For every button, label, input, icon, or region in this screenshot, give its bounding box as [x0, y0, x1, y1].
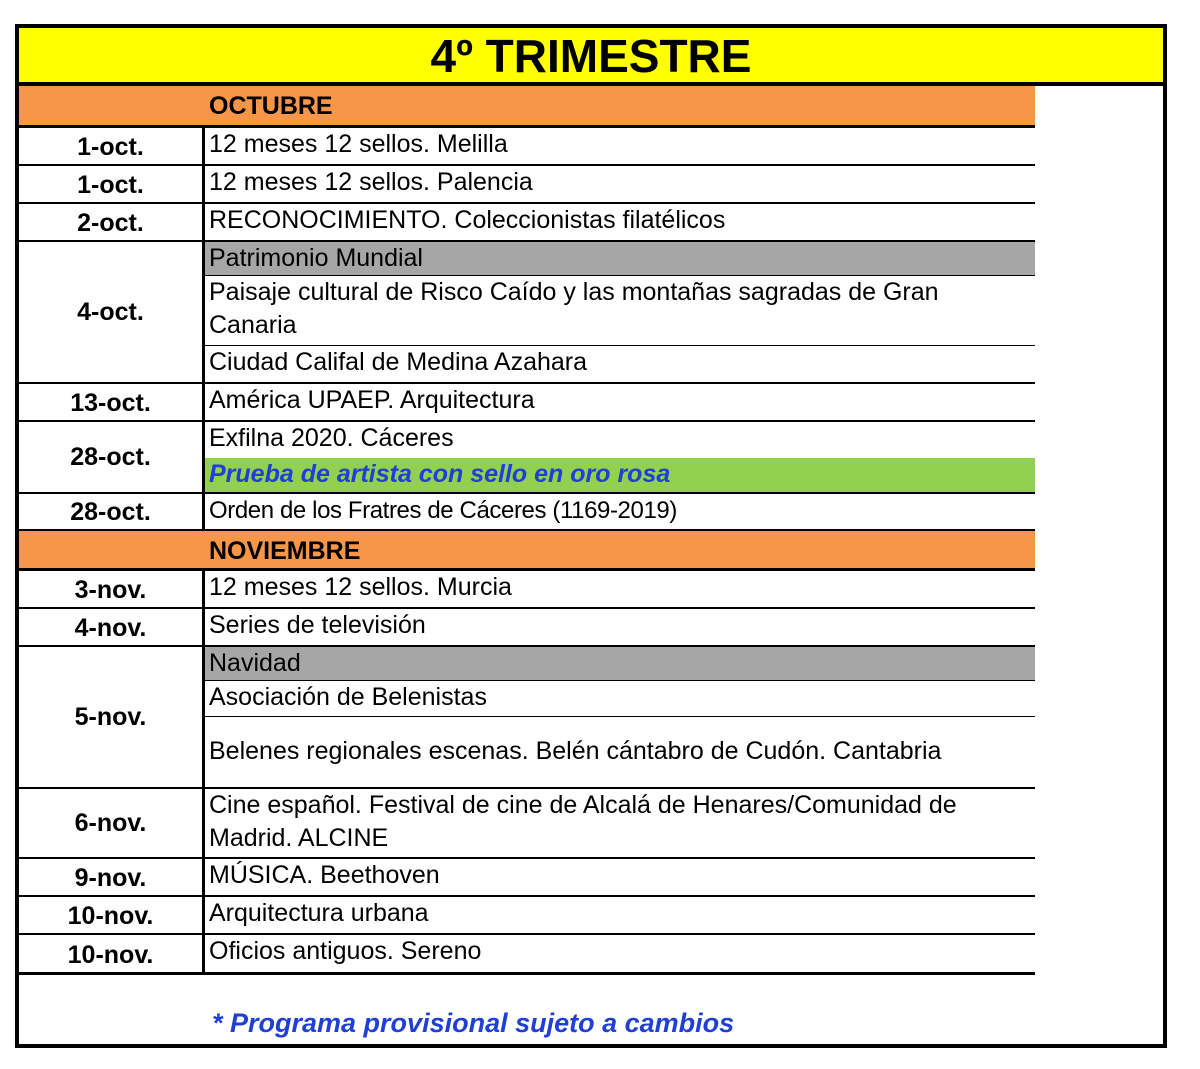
- table-row: [19, 897, 1035, 935]
- category-cell: Patrimonio Mundial: [205, 242, 1035, 276]
- event-cell: Arquitectura urbana: [209, 899, 429, 927]
- event-cell: Cine español. Festival de cine de Alcalá de Henares/Comunidad de Madrid. ALCINE: [209, 791, 957, 852]
- table-row: [19, 494, 1035, 531]
- table-row: [19, 609, 1035, 647]
- event-cell: Belenes regionales escenas. Belén cántabro de Cudón. Cantabria: [209, 737, 942, 765]
- event-cell: 12 meses 12 sellos. Palencia: [209, 168, 533, 196]
- schedule-frame: [15, 24, 1167, 1048]
- table-row: [19, 859, 1035, 897]
- page-title: 4º TRIMESTRE: [19, 28, 1163, 86]
- date-cell: 2-oct.: [19, 204, 205, 240]
- event-cell: RECONOCIMIENTO. Coleccionistas filatélicos: [209, 206, 726, 234]
- date-cell: 5-nov.: [19, 647, 205, 787]
- date-cell: 1-oct.: [19, 128, 205, 164]
- date-cell: 13-oct.: [19, 384, 205, 420]
- event-cell: 12 meses 12 sellos. Melilla: [209, 130, 508, 158]
- date-cell: 10-nov.: [19, 935, 205, 972]
- date-cell: 4-nov.: [19, 609, 205, 645]
- table-row: [19, 422, 1035, 494]
- category-cell: Navidad: [205, 647, 1035, 681]
- event-cell: Oficios antiguos. Sereno: [209, 937, 482, 965]
- date-cell: 3-nov.: [19, 571, 205, 607]
- provisional-note: * Programa provisional sujeto a cambios: [212, 1008, 735, 1038]
- date-cell: 9-nov.: [19, 859, 205, 895]
- schedule-table: [19, 86, 1035, 975]
- event-cell: América UPAEP. Arquitectura: [209, 386, 535, 414]
- highlight-cell: Prueba de artista con sello en oro rosa: [205, 458, 1035, 492]
- event-cell: Series de televisión: [209, 611, 426, 639]
- month-label: NOVIEMBRE: [209, 537, 361, 565]
- month-label: OCTUBRE: [209, 92, 333, 120]
- table-row: [19, 571, 1035, 609]
- event-cell: Orden de los Fratres de Cáceres (1169-2019): [209, 497, 677, 524]
- month-header-octubre: [19, 86, 1035, 128]
- date-cell: 28-oct.: [19, 422, 205, 492]
- event-cell: 12 meses 12 sellos. Murcia: [209, 573, 512, 601]
- date-cell: 4-oct.: [19, 242, 205, 382]
- date-cell: 10-nov.: [19, 897, 205, 933]
- table-row: [19, 647, 1035, 789]
- event-cell: Exfilna 2020. Cáceres: [209, 424, 454, 452]
- table-row: [19, 166, 1035, 204]
- table-row: [19, 242, 1035, 384]
- month-header-noviembre: [19, 531, 1035, 571]
- event-cell: Paisaje cultural de Risco Caído y las montañas sagradas de Gran Canaria: [205, 276, 1035, 346]
- event-cell: Ciudad Califal de Medina Azahara: [209, 348, 588, 376]
- table-row: [19, 204, 1035, 242]
- date-cell: 1-oct.: [19, 166, 205, 202]
- table-row: [19, 789, 1035, 859]
- table-row: [19, 128, 1035, 166]
- table-row: [19, 935, 1035, 975]
- event-cell: Asociación de Belenistas: [205, 681, 1035, 717]
- date-cell: 6-nov.: [19, 789, 205, 857]
- table-row: [19, 384, 1035, 422]
- event-cell: MÚSICA. Beethoven: [209, 861, 440, 889]
- date-cell: 28-oct.: [19, 494, 205, 529]
